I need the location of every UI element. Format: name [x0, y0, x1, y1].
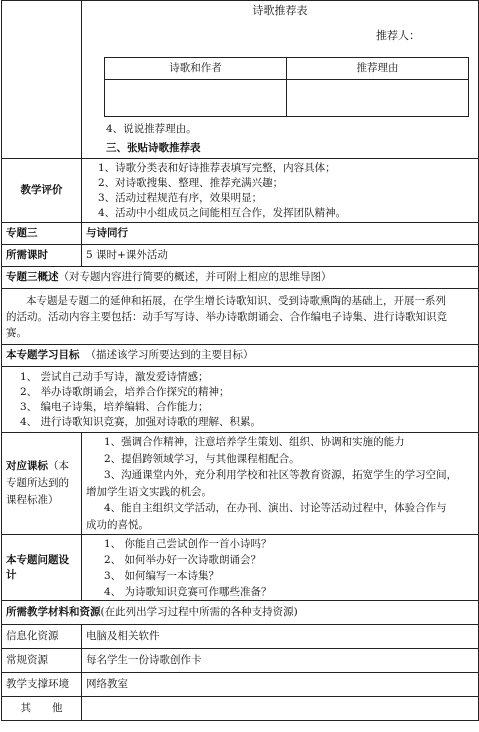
goals-heading-row	[2, 345, 479, 367]
recommender-label: 推荐人：	[376, 29, 420, 42]
overview-line: 赛。	[6, 326, 27, 339]
section-3-heading: 三、张贴诗歌推荐表	[106, 142, 201, 154]
standard-line: 增加学生语文实践的机会。	[86, 485, 212, 498]
standards-label-note: （本专题所达到的课程标准）	[6, 460, 69, 506]
form-blank-cell	[287, 80, 469, 117]
evaluation-item: 3、活动过程规范有序，效果明显；	[98, 191, 263, 204]
topic-row	[2, 223, 479, 245]
overview-heading	[2, 267, 479, 289]
question-item: 3、 如何编写一本诗集？	[104, 569, 220, 582]
standards-row	[2, 433, 479, 535]
resource-value	[82, 697, 479, 721]
overview-text-row	[2, 289, 479, 345]
hours-row	[2, 245, 479, 267]
goal-item: 1、 尝试自己动手写诗，激发爱诗情感；	[20, 370, 209, 383]
goals-label: 本专题学习目标	[6, 349, 80, 361]
goals-heading	[2, 345, 479, 367]
evaluation-row	[2, 159, 479, 223]
resources-label: 所需教学材料和资源	[6, 606, 101, 618]
form-col-poem-author: 诗歌和作者	[105, 58, 287, 80]
hours-value: 5 课时+课外活动	[82, 245, 479, 267]
topic-value: 与诗同行	[82, 223, 479, 245]
standard-line: 2、提倡跨领域学习，与其他课程相配合。	[104, 452, 300, 465]
overview-text	[2, 289, 479, 345]
activity-label-cell	[2, 1, 82, 159]
standards-content	[82, 433, 479, 535]
resource-row	[2, 697, 479, 721]
resources-heading-row	[2, 601, 479, 625]
goals-items-row	[2, 367, 479, 433]
resource-label: 信息化资源	[2, 625, 82, 649]
resources-hint: (在此列出学习过程中所需的各种支持资源)	[100, 606, 298, 618]
resource-row	[2, 625, 479, 649]
evaluation-content	[82, 159, 479, 223]
lesson-plan-table	[1, 0, 479, 721]
standard-line: 4、能自主组织文学活动，在办刊、演出、讨论等活动过程中，体验合作与	[104, 502, 447, 514]
overview-heading-row	[2, 267, 479, 289]
resource-value: 电脑及相关软件	[82, 625, 479, 649]
question-item: 4、 为诗歌知识竞赛可作哪些准备？	[104, 585, 272, 598]
questions-content	[82, 535, 479, 601]
activity-content-cell	[82, 1, 479, 159]
standards-label: 对应课标	[6, 460, 48, 472]
step-4-text: 4、说说推荐理由。	[106, 123, 197, 135]
goal-item: 4、 进行诗歌知识竞赛，加强对诗歌的理解、积累。	[20, 415, 262, 428]
goals-hint: （描述该学习所要达到的主要目标）	[85, 349, 254, 361]
standard-line: 成功的喜悦。	[86, 518, 149, 531]
resource-label: 教学支撑环境	[2, 673, 82, 697]
overview-line: 本专题是专题二的延伸和拓展，在学生增长诗歌知识、受到诗歌熏陶的基础上，开展一系列	[26, 294, 446, 307]
resource-value: 网络教室	[82, 673, 479, 697]
evaluation-item: 2、对诗歌搜集、整理、推荐充满兴趣；	[98, 176, 284, 189]
questions-label: 本专题问题设计	[2, 535, 82, 601]
resources-heading	[2, 601, 479, 625]
goal-item: 2、 举办诗歌朗诵会，培养合作探究的精神；	[20, 385, 230, 398]
goals-items	[2, 367, 479, 433]
evaluation-item: 1、诗歌分类表和好诗推荐表填写完整，内容具体；	[98, 161, 336, 174]
form-blank-cell	[105, 80, 287, 117]
poem-recommend-form	[104, 57, 469, 117]
poem-form-title: 诗歌推荐表	[252, 4, 308, 17]
resource-row	[2, 649, 479, 673]
overview-line: 的活动。活动内容主要包括：动手写写诗、举办诗歌朗诵会、合作编电子诗集、进行诗歌知识竞	[6, 310, 447, 323]
resource-row	[2, 673, 479, 697]
standard-line: 3、沟通课堂内外，充分利用学校和社区等教育资源，拓宽学生的学习空间，	[104, 469, 458, 481]
activity-row	[2, 1, 479, 159]
form-col-reason: 推荐理由	[287, 58, 469, 80]
resource-label: 常规资源	[2, 649, 82, 673]
overview-hint: （对专题内容进行简要的概述，并可附上相应的思维导图）	[58, 271, 332, 283]
goal-item: 3、 编电子诗集，培养编辑、合作能力；	[20, 400, 209, 413]
question-item: 1、 你能自己尝试创作一首小诗吗？	[104, 537, 272, 550]
lesson-plan-document	[1, 0, 478, 721]
standards-label-cell	[2, 433, 82, 535]
evaluation-item: 4、活动中小组成员之间能相互合作，发挥团队精神。	[98, 206, 347, 219]
hours-label: 所需课时	[2, 245, 82, 267]
overview-label: 专题三概述	[6, 271, 59, 283]
resource-value: 每名学生一份诗歌创作卡	[82, 649, 479, 673]
topic-label: 专题三	[2, 223, 82, 245]
questions-row	[2, 535, 479, 601]
evaluation-label: 教学评价	[2, 159, 82, 223]
standard-line: 1、强调合作精神，注意培养学生策划、组织、协调和实施的能力	[104, 436, 405, 448]
question-item: 2、 如何举办好一次诗歌朗诵会？	[104, 553, 262, 566]
resource-label: 其 他	[2, 697, 82, 721]
